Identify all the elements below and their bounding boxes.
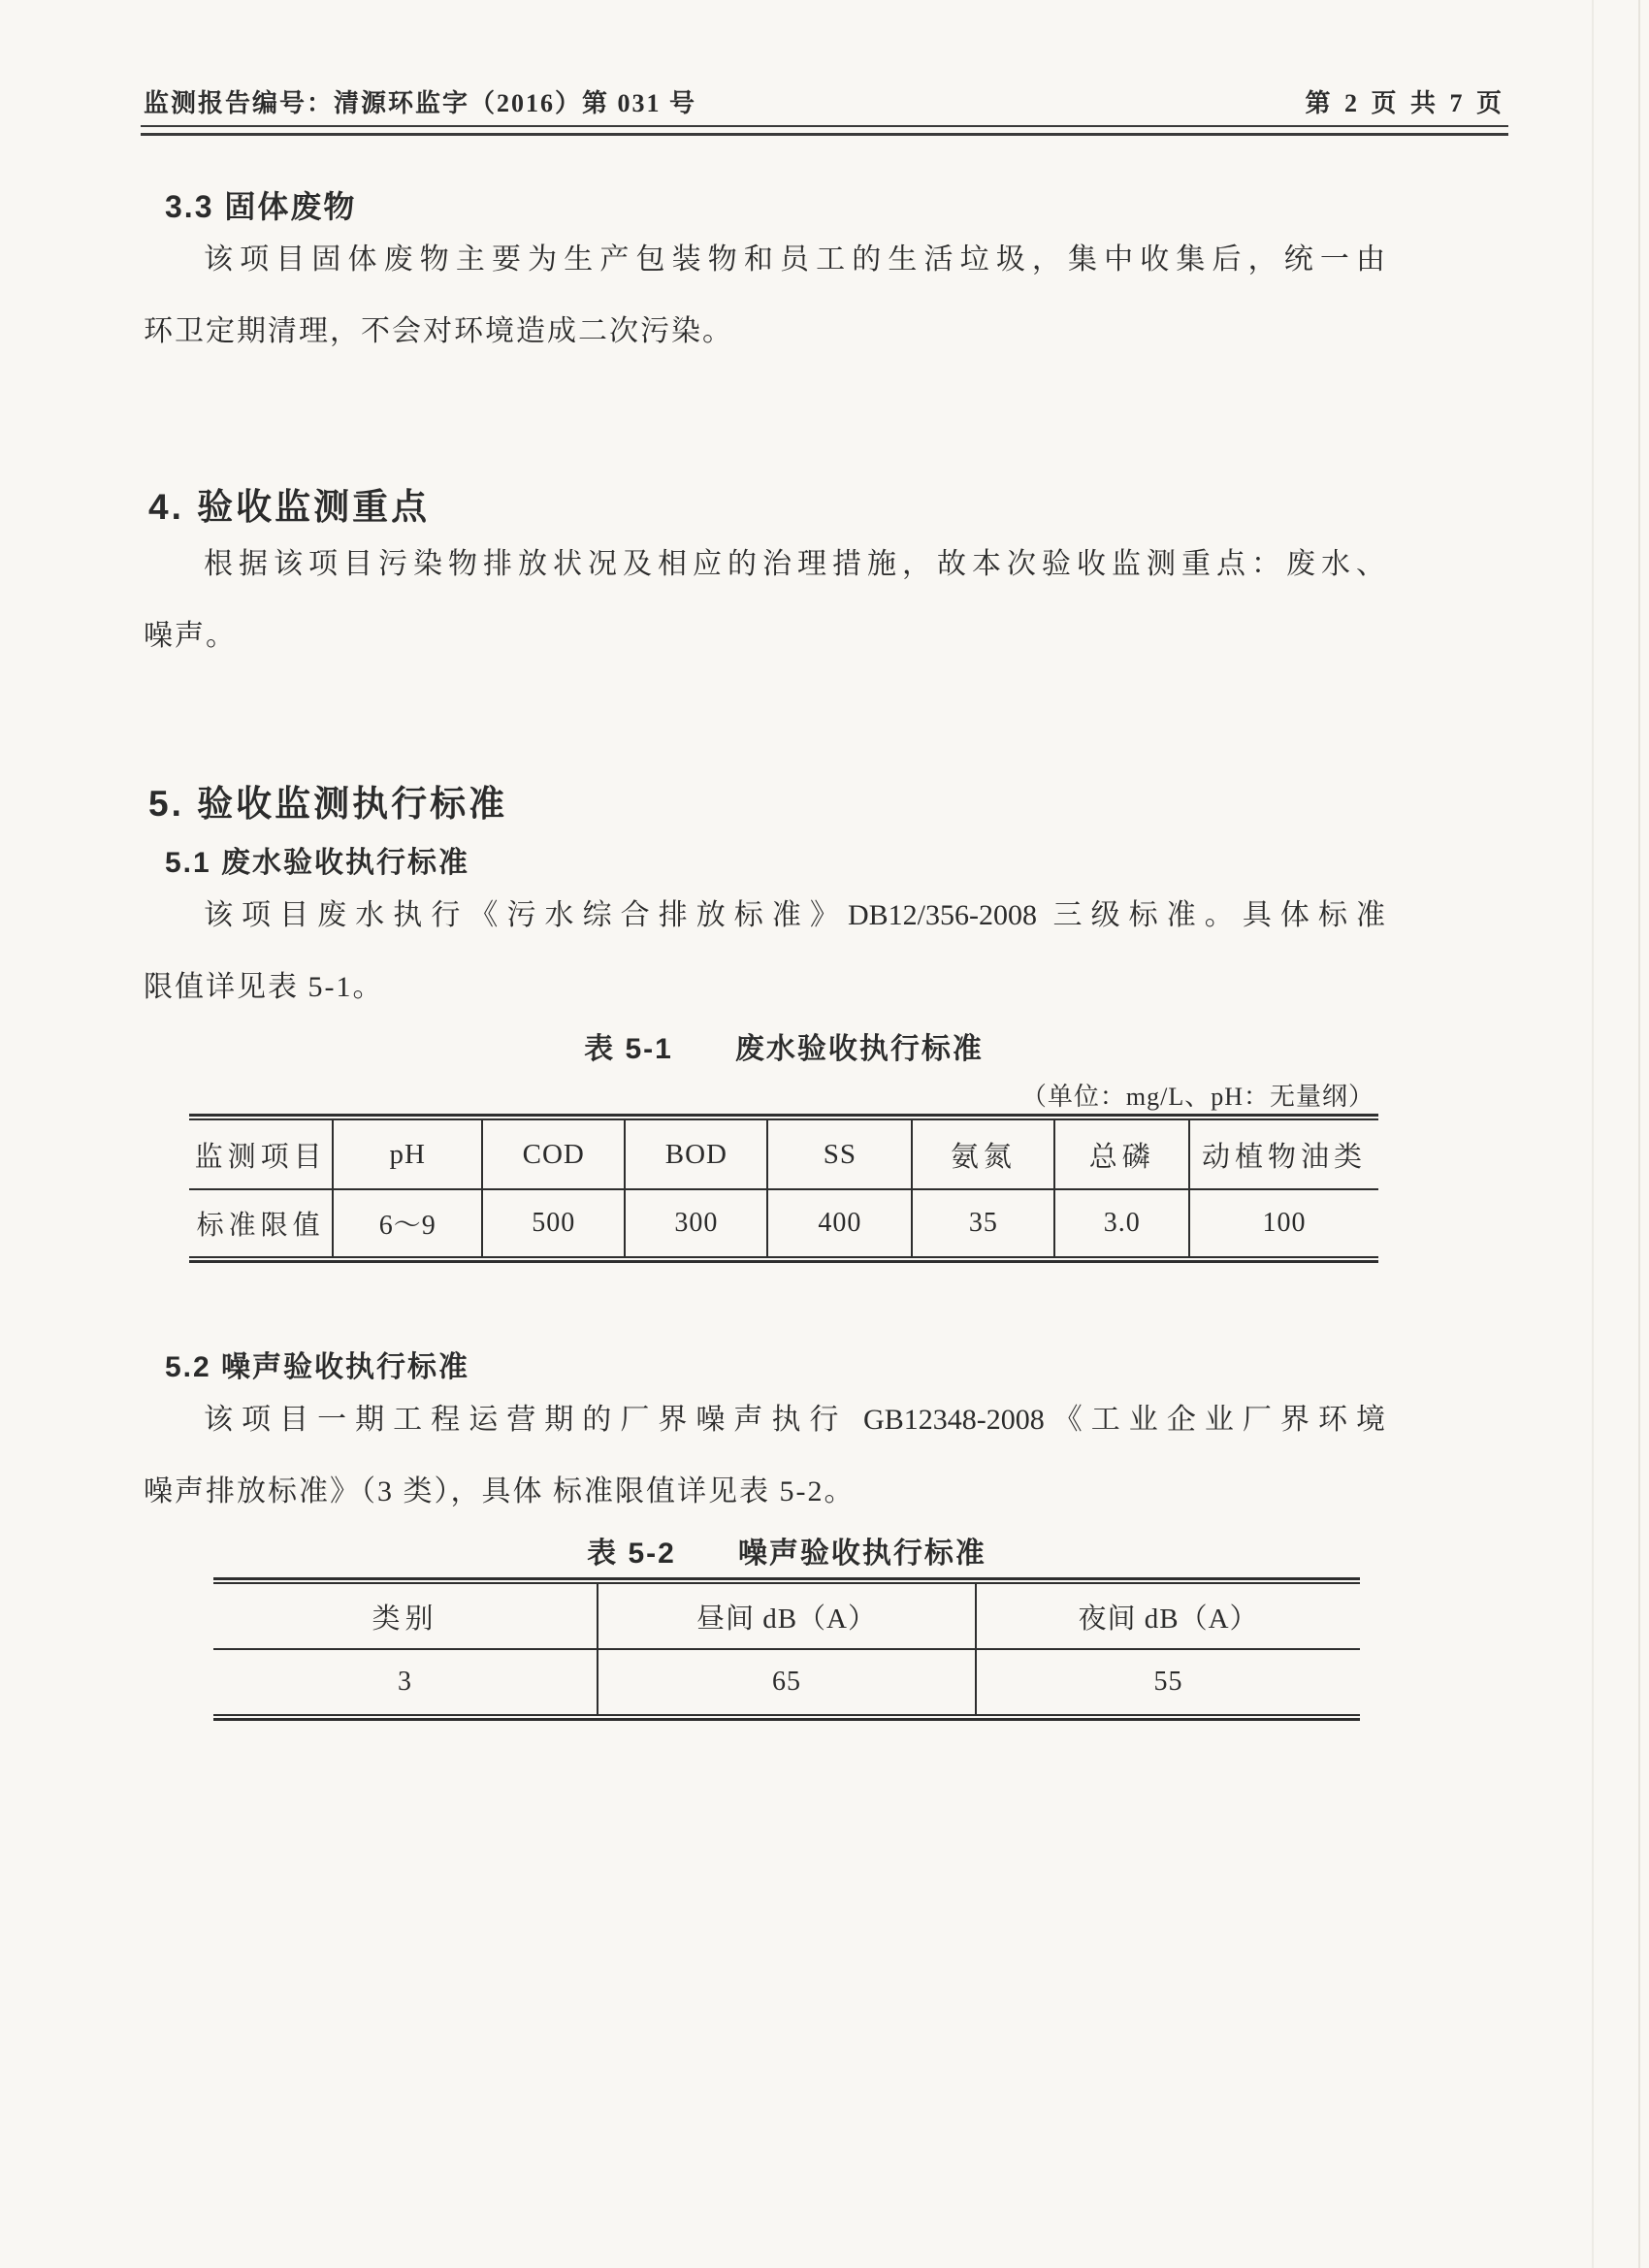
page-number: 第 2 页 共 7 页 [1305,89,1505,117]
table-row [189,1189,1378,1256]
scan-edge-artifact [1592,0,1594,2268]
section-4-title: 4. 验收监测重点 [148,487,431,527]
section-5-1-title: 5.1 废水验收执行标准 [165,847,470,879]
table-5-2-caption: 表 5-2 噪声验收执行标准 [587,1538,986,1570]
header-cell: 氨氮 [912,1120,1054,1189]
noise-standards-table [213,1584,1360,1714]
table-row [213,1649,1360,1714]
paragraph-line: 根据该项目污染物排放状况及相应的治理措施，故本次验收监测重点：废水、 [204,548,1385,580]
section-5-2-title: 5.2 噪声验收执行标准 [165,1351,470,1383]
header-cell: 类别 [213,1584,598,1649]
paragraph-line: 该项目一期工程运营期的厂界噪声执行 GB12348-2008《工业企业厂界环境 [204,1404,1385,1436]
data-cell: 55 [976,1649,1360,1714]
header-cell: 监测项目 [189,1120,333,1189]
section-3-3-title: 3.3 固体废物 [165,189,357,224]
paragraph-line: 噪声。 [144,620,237,652]
data-cell: 400 [767,1189,912,1256]
header-cell: 动植物油类 [1189,1120,1378,1189]
section-5-1-paragraph [144,894,1385,1038]
header-rule [141,125,1508,136]
table-top-rule [189,1114,1378,1120]
data-cell: 3.0 [1054,1189,1189,1256]
header-cell: 夜间 dB（A） [976,1584,1360,1649]
table-5-1-caption: 表 5-1 废水验收执行标准 [584,1033,984,1065]
data-cell: 35 [912,1189,1054,1256]
report-number: 监测报告编号：清源环监字（2016）第 031 号 [144,89,697,117]
paragraph-line: 环卫定期清理，不会对环境造成二次污染。 [144,315,733,347]
section-5-2-paragraph [144,1399,1385,1542]
data-cell: 300 [625,1189,767,1256]
section-3-3-paragraph [144,239,1385,382]
scan-edge-artifact [1638,0,1640,2268]
header-cell: pH [333,1120,482,1189]
data-cell: 65 [598,1649,976,1714]
header-cell: SS [767,1120,912,1189]
table-bottom-rule [213,1714,1360,1721]
table-5-2 [213,1577,1360,1721]
paragraph-line: 该项目废水执行《污水综合排放标准》DB12/356-2008 三级标准。具体标准 [204,899,1385,931]
data-cell: 500 [482,1189,625,1256]
table-top-rule [213,1577,1360,1584]
table-5-1 [189,1114,1378,1263]
paragraph-line: 该项目固体废物主要为生产包装物和员工的生活垃圾，集中收集后，统一由 [204,243,1385,275]
header-cell: 昼间 dB（A） [598,1584,976,1649]
data-cell: 100 [1189,1189,1378,1256]
paragraph-line: 噪声排放标准》（3 类），具体 标准限值详见表 5-2。 [144,1475,856,1507]
data-cell: 6～9 [333,1189,482,1256]
table-5-1-unit-note: （单位：mg/L、pH：无量纲） [1020,1083,1374,1111]
section-4-paragraph [144,543,1385,687]
wastewater-standards-table [189,1120,1378,1256]
data-cell: 3 [397,1667,412,1697]
paragraph-line: 限值详见表 5-1。 [144,971,384,1003]
header-cell: 总磷 [1054,1120,1189,1189]
data-cell: 标准限值 [196,1211,325,1241]
table-header-row [213,1584,1360,1649]
table-header-row [189,1120,1378,1189]
section-5-title: 5. 验收监测执行标准 [148,784,508,824]
table-bottom-rule [189,1256,1378,1263]
header-cell: COD [482,1120,625,1189]
header-cell: BOD [625,1120,767,1189]
